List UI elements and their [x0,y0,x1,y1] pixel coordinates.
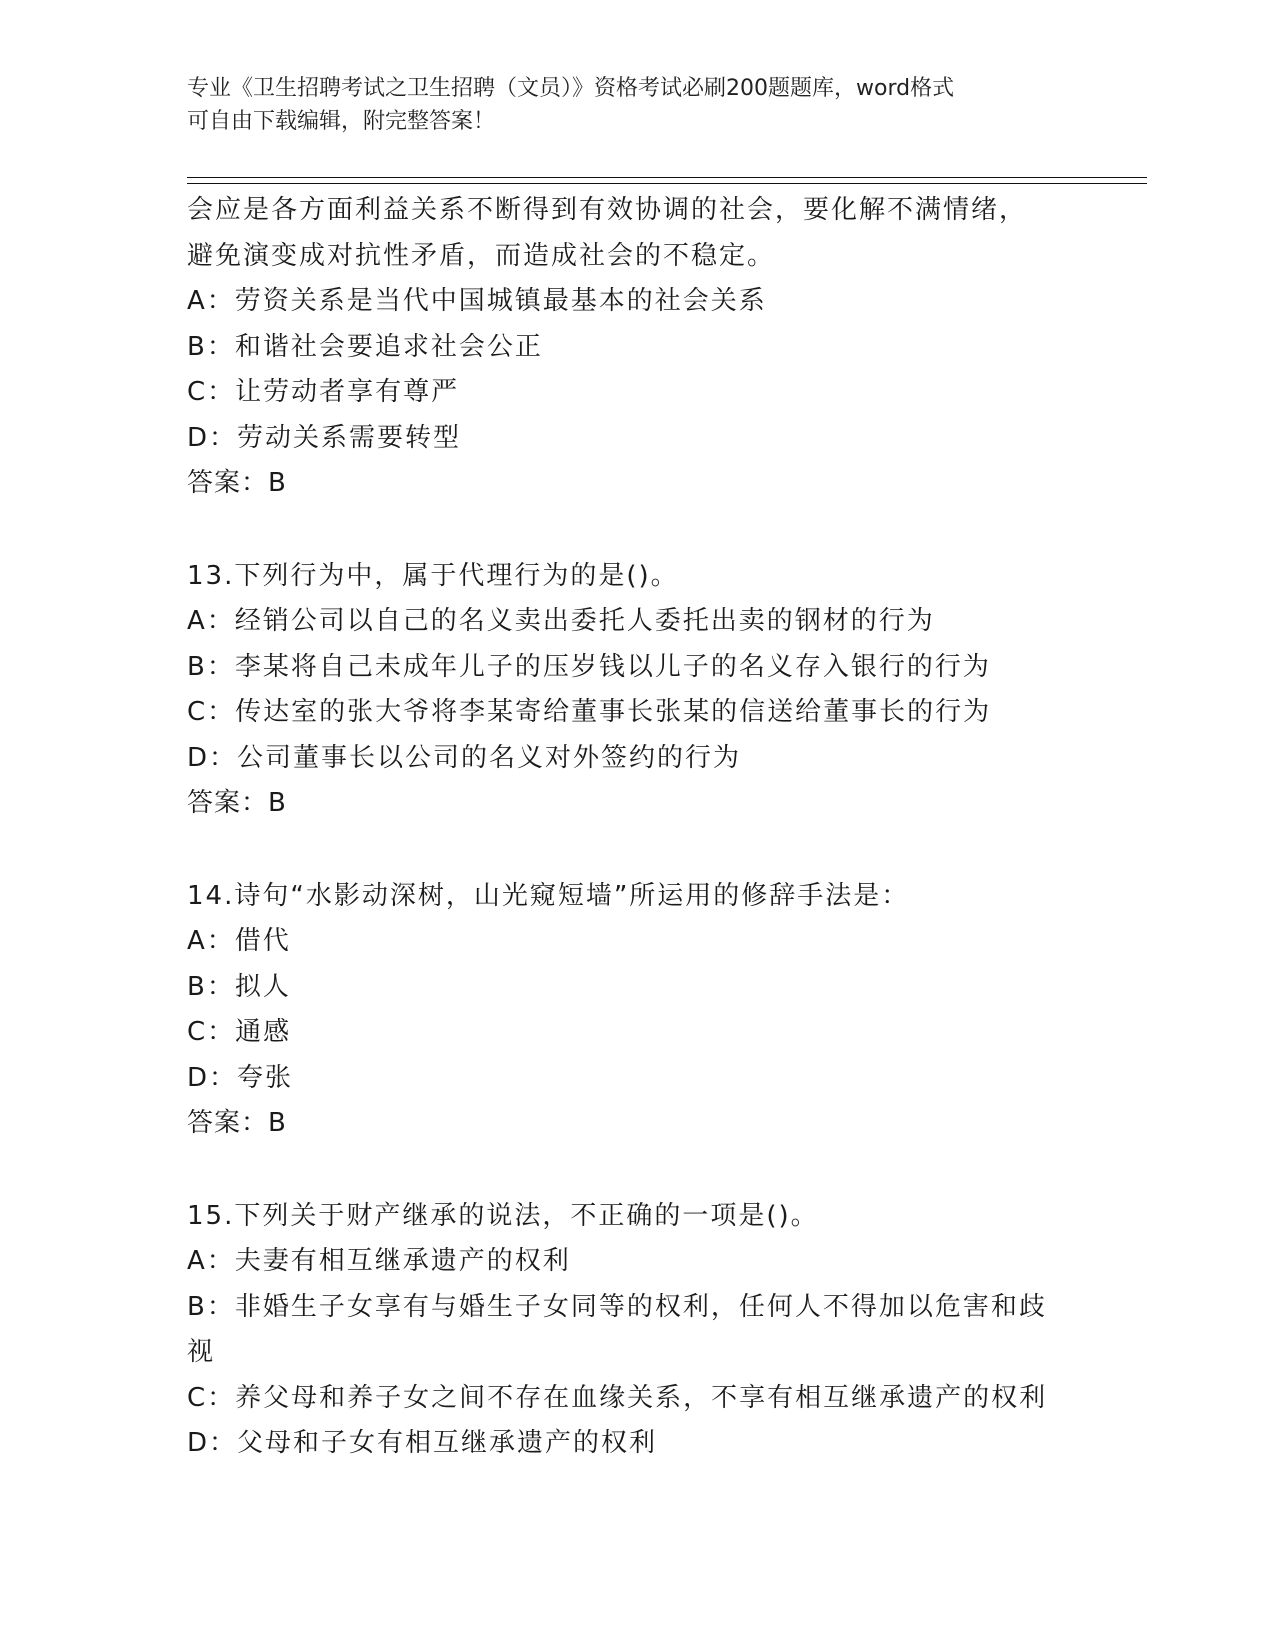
option-b: B：和谐社会要追求社会公正 [187,331,543,362]
question-stem: 14.诗句“水影动深树，山光窥短墙”所运用的修辞手法是： [187,880,910,911]
document-body [187,188,1067,1467]
option-c: C：养父母和养子女之间不存在血缘关系，不享有相互继承遗产的权利 [187,1382,1048,1413]
option-d: D：父母和子女有相互继承遗产的权利 [187,1428,658,1458]
option-c: C：传达室的张大爷将李某寄给董事长张某的信送给董事长的行为 [187,697,992,727]
option-c: C：让劳动者享有尊严 [187,377,460,407]
question-stem: 13.下列行为中，属于代理行为的是()。 [187,560,679,591]
option-d: D：劳动关系需要转型 [187,422,462,453]
question-14 [187,874,1067,1147]
option-a: A：借代 [187,926,291,956]
option-a: A：劳资关系是当代中国城镇最基本的社会关系 [187,286,767,316]
option-d: D：公司董事长以公司的名义对外签约的行为 [187,742,742,773]
answer: 答案：B [187,788,287,818]
option-c: C：通感 [187,1017,292,1047]
option-b: B：拟人 [187,971,291,1002]
option-a: A：夫妻有相互继承遗产的权利 [187,1246,571,1276]
option-b: B：李某将自己未成年儿子的压岁钱以儿子的名义存入银行的行为 [187,651,991,682]
question-stem: 15.下列关于财产继承的说法，不正确的一项是()。 [187,1200,819,1231]
question-stem-line: 避免演变成对抗性矛盾，而造成社会的不稳定。 [187,240,776,271]
answer: 答案：B [187,468,287,498]
question-13 [187,554,1067,827]
option-a: A：经销公司以自己的名义卖出委托人委托出卖的钢材的行为 [187,606,935,636]
page-header [187,72,1087,138]
header-line-1: 专业《卫生招聘考试之卫生招聘（文员）》资格考试必刷200题题库，word格式 [187,76,955,101]
question-stem-line: 会应是各方面利益关系不断得到有效协调的社会，要化解不满情绪， [187,195,1028,225]
question-continued [187,188,1067,507]
option-b-continued: 视 [187,1337,216,1367]
answer: 答案：B [187,1108,287,1138]
question-15 [187,1194,1067,1467]
option-d: D：夸张 [187,1062,294,1093]
header-line-2: 可自由下载编辑，附完整答案！ [187,109,496,134]
option-b: B：非婚生子女享有与婚生子女同等的权利，任何人不得加以危害和歧 [187,1291,1047,1322]
header-rule [187,177,1147,184]
